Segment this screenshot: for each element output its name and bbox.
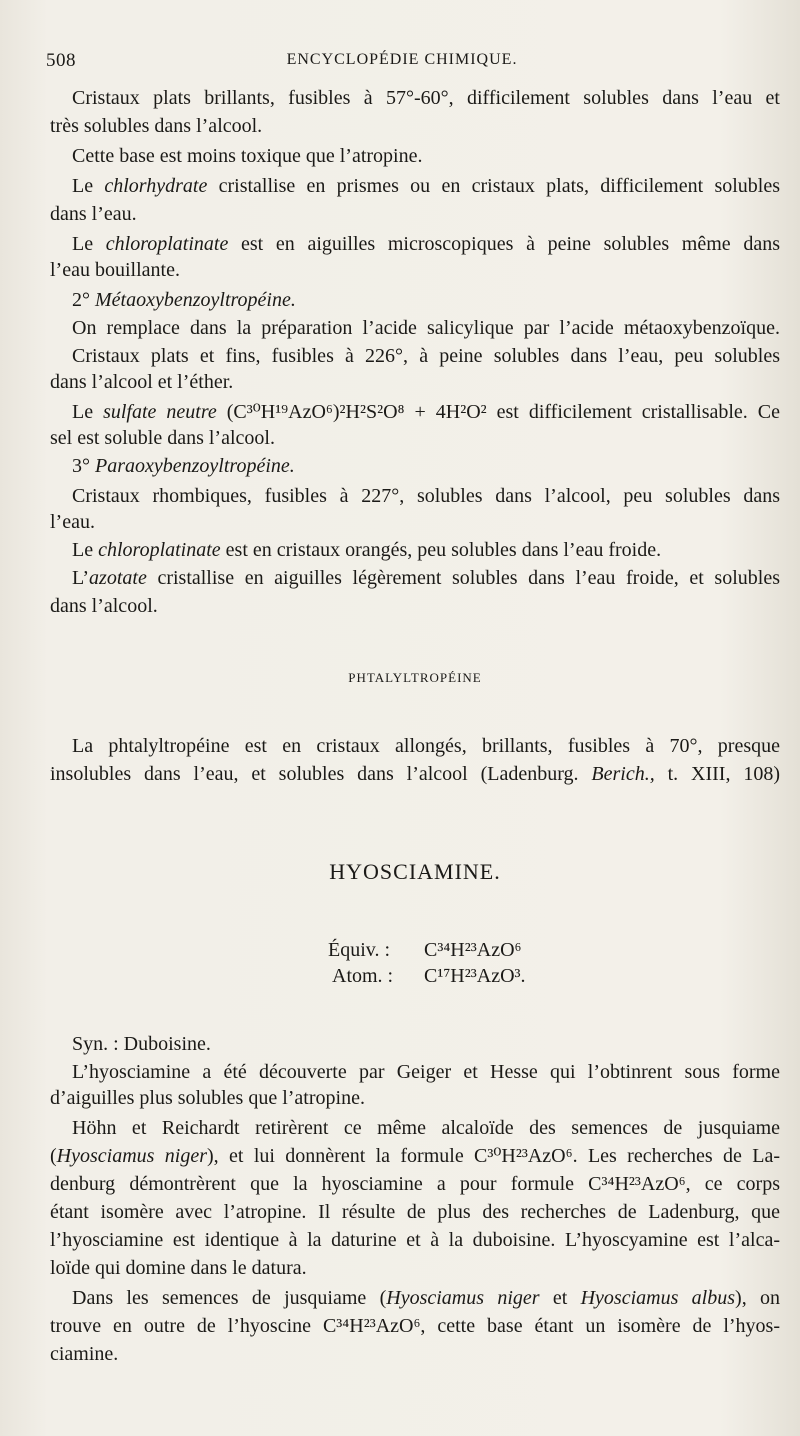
- text-line: Dans les semences de jusquiame (Hyosciamus niger et Hyosciamus albus), on: [72, 1287, 781, 1309]
- text-line: ciamine.: [50, 1343, 119, 1365]
- text-line: denburg démontrèrent que la hyosciamine a pour formule C³⁴H²³AzO⁶, ce corps: [50, 1173, 780, 1195]
- text-line: La phtalyltropéine est en cristaux allongés, brillants, fusibles à 70°, presque: [72, 735, 780, 757]
- formula-value: C³⁴H²³AzO⁶: [424, 939, 522, 961]
- text-line: loïde qui domine dans le datura.: [50, 1257, 307, 1279]
- running-title: ENCYCLOPÉDIE CHIMIQUE.: [286, 51, 518, 68]
- text-line: l’eau bouillante.: [50, 259, 180, 281]
- text-line: Le chlorhydrate cristallise en prismes ou en cristaux plats, difficilement solubles: [72, 175, 780, 197]
- text-line: Cristaux rhombiques, fusibles à 227°, solubles dans l’alcool, peu solubles dans: [72, 485, 780, 507]
- heading-phtalyltropeine: PHTALYLTROPÉINE: [348, 670, 482, 685]
- text-line: d’aiguilles plus solubles que l’atropine.: [50, 1087, 365, 1109]
- text-line: étant isomère avec l’atropine. Il résulte de plus des recherches de Ladenburg, que: [50, 1201, 780, 1223]
- formula-label: Équiv. :: [328, 939, 391, 961]
- text-line: Cette base est moins toxique que l’atropine.: [72, 145, 423, 167]
- text-line: L’azotate cristallise en aiguilles légèrement solubles dans l’eau froide, et solubles: [72, 567, 780, 589]
- text-line: Le sulfate neutre (C³⁰H¹⁹AzO⁶)²H²S²O⁸ + 4H²O² est difficilement cristallisable. Ce: [72, 401, 781, 423]
- text-line: (Hyosciamus niger), et lui donnèrent la formule C³⁰H²³AzO⁶. Les recherches de La-: [50, 1145, 780, 1167]
- text-line: Le chloroplatinate est en cristaux orangés, peu solubles dans l’eau froide.: [72, 539, 662, 561]
- text-line: l’eau.: [50, 511, 95, 533]
- text-line: très solubles dans l’alcool.: [50, 115, 263, 137]
- page-header: [44, 48, 760, 74]
- section-heading: 3° Paraoxybenzoyltropéine.: [72, 455, 295, 477]
- formula-label: Atom. :: [332, 965, 394, 987]
- text-line: trouve en outre de l’hyoscine C³⁴H²³AzO⁶, cette base étant un isomère de l’hyos-: [50, 1315, 780, 1337]
- page-number: 508: [46, 50, 76, 71]
- section-heading: 2° Métaoxybenzoyltropéine.: [72, 289, 296, 311]
- text-line: sel est soluble dans l’alcool.: [50, 427, 275, 449]
- formula-value: C¹⁷H²³AzO³.: [424, 965, 526, 987]
- text-line: Höhn et Reichardt retirèrent ce même alcaloïde des semences de jusquiame: [72, 1117, 780, 1139]
- text-line: dans l’alcool et l’éther.: [50, 371, 234, 393]
- text-line: Cristaux plats brillants, fusibles à 57°-60°, difficilement solubles dans l’eau et: [72, 87, 780, 109]
- text-line: dans l’eau.: [50, 203, 137, 225]
- text-line: l’hyosciamine est identique à la daturine et à la duboisine. L’hyoscyamine est l’alca-: [50, 1229, 780, 1251]
- text-line: Cristaux plats et fins, fusibles à 226°, à peine solubles dans l’eau, peu solubles: [72, 345, 780, 367]
- text-line: On remplace dans la préparation l’acide salicylique par l’acide métaoxybenzoïque.: [72, 317, 780, 339]
- text-line: L’hyosciamine a été découverte par Geiger et Hesse qui l’obtinrent sous forme: [72, 1061, 780, 1083]
- text-line: insolubles dans l’eau, et solubles dans l’alcool (Ladenburg. Berich., t. XIII, 108): [50, 763, 780, 785]
- heading-hyosciamine: HYOSCIAMINE.: [329, 859, 501, 884]
- text-line: Le chloroplatinate est en aiguilles microscopiques à peine solubles même dans: [72, 233, 781, 255]
- text-line: dans l’alcool.: [50, 595, 158, 617]
- text-line: Syn. : Duboisine.: [72, 1033, 211, 1055]
